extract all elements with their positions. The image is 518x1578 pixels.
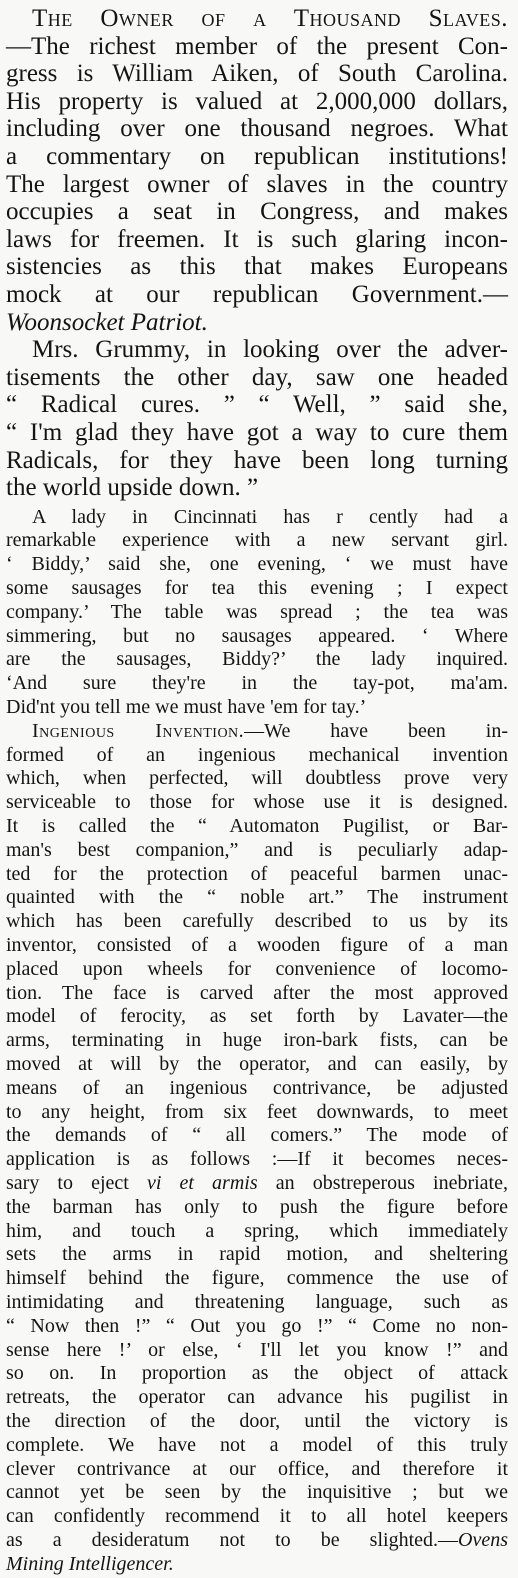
article-line: model of ferocity, as set forth by Lavater—the: [6, 1005, 508, 1028]
article-line: placed upon wheels for convenience of locomo-: [6, 957, 508, 980]
article-line: clever contrivance at our office, and therefore it: [6, 1457, 508, 1480]
article-line: cannot yet be seen by the inquisitive ; but we: [6, 1481, 508, 1504]
article-line: the barman has only to push the figure before: [6, 1195, 508, 1218]
article-line: a commentary on republican institutions!: [6, 142, 508, 170]
article-line: Did'nt you tell me we must have 'em for tay.’: [6, 696, 367, 719]
article-line: It is called the “ Automaton Pugilist, or Bar-: [6, 815, 508, 838]
article-line: “ I'm glad they have got a way to cure them: [6, 418, 508, 446]
latin-phrase: vi et armis: [146, 1172, 258, 1194]
article-line: man's best companion,” and is peculiarly adap-: [6, 838, 508, 861]
article-line: which, when perfected, will doubtless prove very: [6, 767, 508, 790]
article-line: complete. We have not a model of this truly: [6, 1433, 508, 1456]
article-line: arms, terminating in huge iron-bark fists, can be: [6, 1029, 508, 1052]
article-line: company.’ The table was spread ; the tea was: [6, 600, 508, 623]
article-line: inventor, consisted of a wooden figure of a man: [6, 934, 508, 957]
article-line: moved at will by the operator, and can easily, by: [6, 1053, 508, 1076]
article-line-latin: [6, 1173, 508, 1197]
article-line: laws for freemen. It is such glaring incon-: [6, 225, 508, 253]
article-line: The largest owner of slaves in the country: [6, 170, 508, 198]
article-source: Mining Intelligencer.: [6, 1552, 174, 1575]
article-line: A lady in Cincinnati has r cently had a: [32, 505, 508, 528]
article-line: Mrs. Grummy, in looking over the adver-: [32, 336, 508, 364]
article-line: some sausages for tea this evening ; I expect: [6, 577, 508, 600]
latin-pre: sary to eject: [6, 1172, 147, 1194]
article-heading: Ingenious Invention.: [32, 719, 245, 742]
article-line: —The richest member of the present Con-: [6, 32, 508, 60]
article-line: mock at our republican Government.—: [6, 280, 508, 308]
article-line: remarkable experience with a new servant girl.: [6, 529, 508, 552]
article-line: occupies a seat in Congress, and makes: [6, 198, 508, 226]
article-line: which has been carefully described to us by its: [6, 910, 508, 933]
article-line: tion. The face is carved after the most approved: [6, 981, 508, 1004]
article-line: ‘And sure they're in the tay-pot, ma'am.: [6, 672, 508, 695]
article-line: to any height, from six feet downwards, to meet: [6, 1100, 508, 1123]
article-line: serviceable to those for whose use it is designed.: [6, 791, 508, 814]
article-line: himself behind the figure, commence the use of: [6, 1267, 508, 1290]
article-line: sets the arms in rapid motion, and sheltering: [6, 1243, 508, 1266]
article-line: ‘ Biddy,’ said she, one evening, ‘ we must have: [6, 553, 508, 576]
final-pre: as a desideratum not to be slighted.—: [6, 1528, 459, 1551]
article-line: application is as follows :—If it becomes neces-: [6, 1148, 508, 1171]
article-line: intimidating and threatening language, such as: [6, 1290, 508, 1313]
article-slaves: [6, 6, 508, 337]
article-line: formed of an ingenious mechanical invention: [6, 743, 508, 766]
source-part1: Ovens: [458, 1528, 508, 1551]
article-line: sense here !’ or else, ‘ I'll let you know !” and: [6, 1338, 508, 1361]
article-line: tisements the other day, saw one headed: [6, 363, 508, 391]
article-line: the world upside down. ”: [6, 474, 259, 502]
article-line: including over one thousand negroes. What: [6, 115, 508, 143]
article-line: the direction of the door, until the victory is: [6, 1409, 508, 1432]
article-line: can confidently recommend it to all hotel keepers: [6, 1505, 508, 1528]
article-line: ted for the protection of peaceful barmen unac-: [6, 862, 508, 885]
article-line: His property is valued at 2,000,000 dollars,: [6, 87, 508, 115]
article-line: “ Radical cures. ” “ Well, ” said she,: [6, 391, 508, 419]
article-source: Woonsocket Patriot.: [6, 308, 208, 336]
article-line: the demands of “ all comers.” The mode of: [6, 1124, 508, 1147]
article-line: retreats, the operator can advance his pugilist in: [6, 1386, 508, 1409]
article-biddy: [6, 507, 508, 721]
article-line: sistencies as this that makes Europeans: [6, 253, 508, 281]
article-line: him, and touch a spring, which immediately: [6, 1219, 508, 1242]
article-line: “ Now then !” “ Out you go !” “ Come no non-: [6, 1314, 508, 1337]
latin-post: an obstreperous inebriate,: [257, 1172, 508, 1194]
article-line: means of an ingenious contrivance, be adjusted: [6, 1076, 508, 1099]
article-first-line: [6, 721, 508, 745]
article-line: simmering, but no sausages appeared. ‘ Where: [6, 624, 508, 647]
article-line: are the sausages, Biddy?’ the lady inquired.: [6, 648, 508, 671]
article-line: gress is William Aiken, of South Carolina.: [6, 60, 508, 88]
article-heading-rest: —We have been in-: [244, 719, 508, 742]
article-line: so on. In proportion as the object of attack: [6, 1362, 508, 1385]
article-invention: [6, 721, 508, 1578]
article-line: quainted with the “ noble art.” The instrument: [6, 886, 508, 909]
article-line: Radicals, for they have been long turning: [6, 446, 508, 474]
article-grummy: [6, 337, 508, 503]
article-title: The Owner of a Thousand Slaves.: [32, 5, 508, 32]
